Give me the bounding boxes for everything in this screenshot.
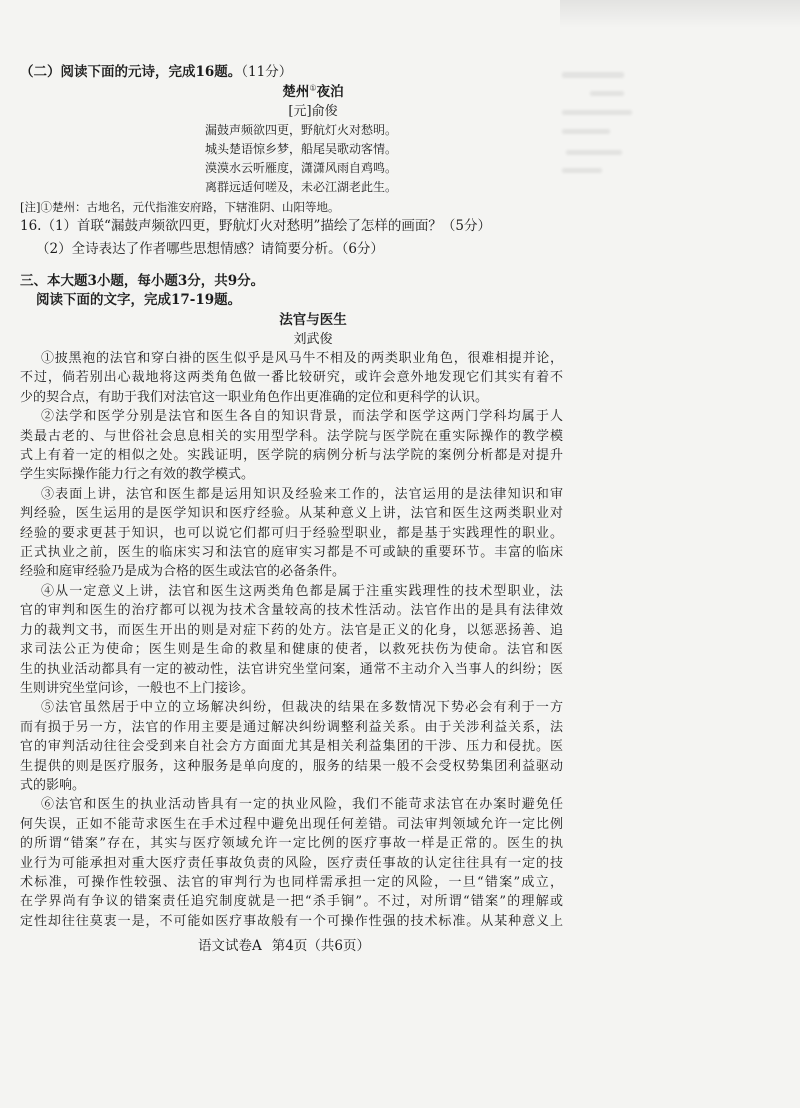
text-line: 定性却往往莫衷一是，不可能如医疗事故般有一个可操作性强的技术标准。从某种意义上 [20, 913, 563, 929]
section-two-heading-text: （二）阅读下面的元诗，完成16题。 [20, 64, 242, 80]
text-line: 经验和庭审经验乃是成为合格的医生或法官的必备条件。 [20, 564, 346, 580]
article-paragraph-5 [20, 698, 563, 795]
text-line: 术标准，可操作性较强、法官的审判行为也同样需承担一定的风险，一旦“错案”成立， [20, 874, 563, 890]
poem-line: 漠漠水云听雁度，潇潇风雨自鸡鸣。 [205, 161, 398, 175]
article-body [20, 349, 563, 931]
text-line: ⑥法官和医生的执业活动皆具有一定的执业风险，我们不能苛求法官在办案时避免任 [41, 797, 563, 813]
poem-body [205, 121, 397, 197]
bleed-through-mark [562, 129, 610, 134]
poem-title [213, 83, 413, 102]
text-line: 的所谓“错案”存在，其实与医疗领域允许一定比例的医疗事故一样是正常的。医生的执 [20, 836, 563, 852]
article-paragraph-2 [20, 407, 563, 485]
text-line: ①披黑袍的法官和穿白褂的医生似乎是风马牛不相及的两类职业角色，很难相提并论， [41, 351, 563, 366]
text-line: 少的契合点，有助于我们对法官这一职业角色作出更准确的定位和更科学的认识。 [20, 389, 489, 405]
text-line: 在学界尚有争议的错案责任追究制度就是一把“杀手锏”。不过，对所谓“错案”的理解或 [20, 894, 563, 910]
page-number: 第4页（共6页） [271, 938, 370, 954]
text-line: ③表面上讲，法官和医生都是运用知识及经验来工作的，法官运用的是法律知识和审 [41, 486, 563, 502]
text-line: 求司法公正为使命；医生则是生命的救星和健康的使者，以救死扶伤为使命。法官和医 [20, 642, 563, 658]
text-line: 何失误，正如不能苛求医生在手术过程中避免出现任何差错。司法审判领域允许一定比例 [20, 816, 563, 832]
text-line: 力的裁判文书，而医生开出的则是对症下药的处方。法官是正义的化身，以惩恶扬善、追 [20, 622, 563, 638]
text-line: 官的审判活动往往会受到来自社会方方面面尤其是相关利益集团的干涉、压力和侵扰。医 [20, 739, 563, 755]
question-16-part-2: （2）全诗表达了作者哪些思想情感？请简要分析。（6分） [36, 241, 384, 257]
section-two-score: （11分） [241, 64, 293, 80]
poem-line: 城头楚语惊乡梦，船尾吴歌动客情。 [205, 142, 398, 156]
poem-byline: [元]俞俊 [288, 104, 338, 119]
article-paragraph-4 [20, 582, 563, 698]
scan-edge-shadow [560, 0, 800, 28]
bleed-through-mark [590, 91, 624, 96]
paper-label: 语文试卷A [198, 938, 262, 954]
text-line: ②法学和医学分别是法官和医生各自的知识背景，而法学和医学这两门学科均属于人 [41, 409, 563, 425]
poem-title-rest: 夜泊 [316, 84, 344, 100]
text-line: 判经验，医生运用的是医学知识和医疗经验。从某种意义上讲，法官和医生这两类职业对 [20, 506, 563, 522]
bleed-through-mark [566, 150, 622, 155]
section-two-heading [20, 63, 292, 82]
poem-title-note-mark: ① [309, 83, 317, 93]
text-line: 官的审判和医生的治疗都可以视为技术含量较高的技术性活动。法官作出的是具有法律效 [20, 603, 563, 619]
poem-line: 漏鼓声频欲四更，野航灯火对愁明。 [205, 123, 398, 137]
text-line: 学生实际操作能力行之有效的教学模式。 [20, 467, 255, 483]
bleed-through-mark [562, 110, 632, 115]
text-line: 不过，倘若别出心裁地将这两类角色做一番比较研究，或许会意外地发现它们其实有着不 [20, 370, 563, 386]
bleed-through-mark [562, 168, 602, 173]
text-line: 生提供的则是医疗服务，这种服务是单向度的，服务的结果一般不会受权势集团利益驱动 [20, 758, 563, 774]
section-three-instruction: 阅读下面的文字，完成17-19题。 [36, 292, 242, 308]
poem-footnote: [注]①楚州：古地名，元代指淮安府路，下辖淮阴、山阳等地。 [20, 200, 340, 214]
text-line: ⑤法官虽然居于中立的立场解决纠纷，但裁决的结果在多数情况下势必会有利于一方 [41, 700, 563, 716]
article-title: 法官与医生 [279, 312, 347, 328]
text-line: 类最古老的、与世俗社会息息相关的实用型学科。法学院与医学院在重实际操作的教学模 [20, 428, 563, 444]
poem-line: 离群远适何嗟及，未必江湖老此生。 [205, 180, 398, 194]
text-line: 经验的要求更甚于知识，也可以说它们都可归于经验型职业，都是基于实践理性的职业。 [20, 525, 563, 541]
text-line: 生的执业活动都具有一定的被动性，法官讲究坐堂问案，通常不主动介入当事人的纠纷；医 [20, 661, 563, 677]
text-line: 正式执业之前，医生的临床实习和法官的庭审实习都是不可或缺的重要环节。丰富的临床 [20, 545, 563, 561]
article-paragraph-6 [20, 795, 563, 931]
question-16-part-1: 16.（1）首联“漏鼓声频欲四更，野航灯火对愁明”描绘了怎样的画面？（5分） [20, 218, 491, 234]
text-line: ④从一定意义上讲，法官和医生这两类角色都是属于注重实践理性的技术型职业，法 [41, 583, 563, 599]
text-line: 式的影响。 [20, 777, 86, 793]
text-line: 业行为可能承担对重大医疗责任事故负责的风险，医疗责任事故的认定往往具有一定的技 [20, 855, 563, 871]
article-author: 刘武俊 [293, 332, 333, 347]
section-three-heading: 三、本大题3小题，每小题3分，共9分。 [20, 273, 265, 289]
article-paragraph-3 [20, 485, 563, 582]
bleed-through-mark [562, 72, 624, 78]
text-line: 生则讲究坐堂问诊，一般也不上门接诊。 [20, 680, 255, 696]
page-footer [184, 937, 384, 956]
poem-title-place: 楚州 [282, 84, 310, 100]
article-paragraph-1 [20, 349, 563, 407]
text-line: 式上有着一定的相似之处。实践证明，医学院的病例分析与法学院的案例分析都是对提升 [20, 448, 563, 464]
text-line: 而有损于另一方，法官的作用主要是通过解决纠纷调整利益关系。由于关涉利益关系，法 [20, 719, 563, 735]
